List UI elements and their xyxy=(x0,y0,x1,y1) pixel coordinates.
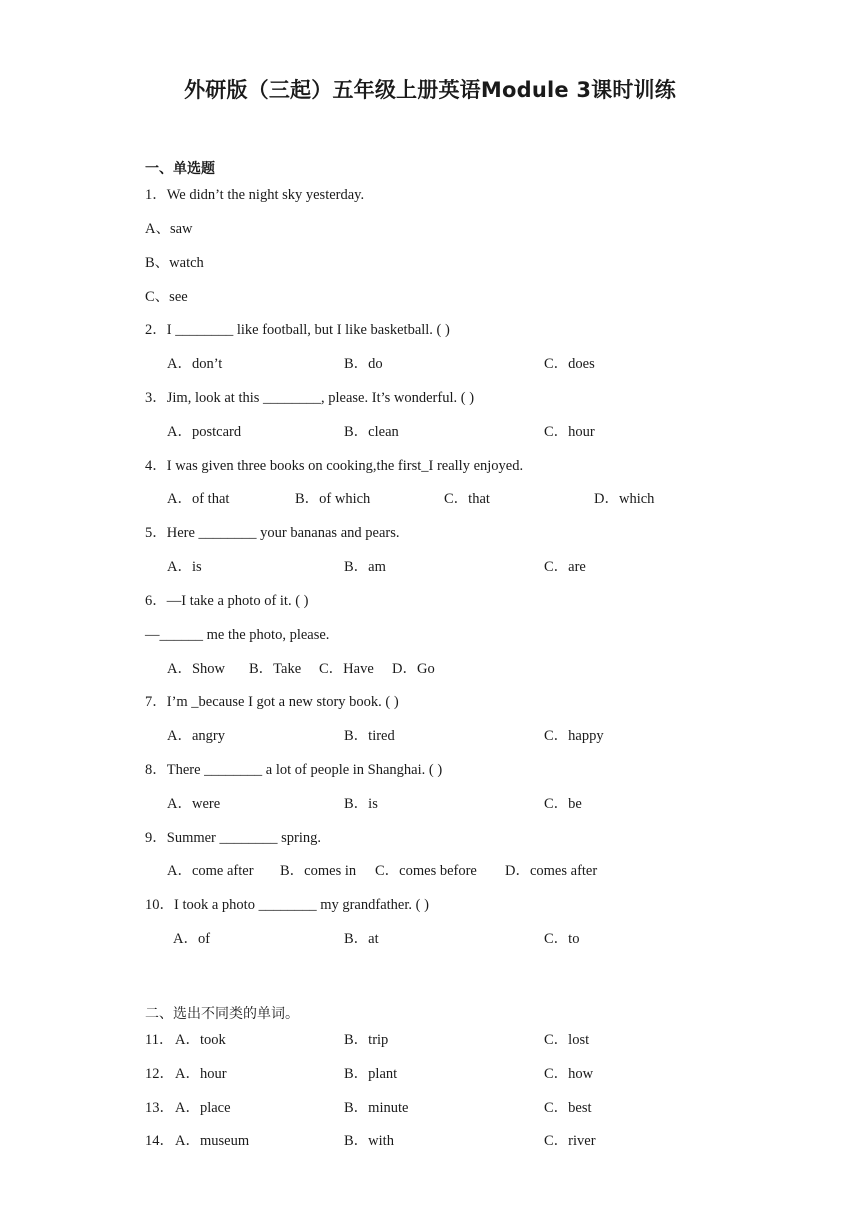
question-5-option-b: B．am xyxy=(344,559,386,575)
question-6-stem: 6．—I take a photo of it. ( ) xyxy=(145,593,309,609)
question-1-option-b: B、watch xyxy=(145,255,204,271)
question-14-number: 14． xyxy=(145,1133,174,1149)
question-4-option-b: B．of which xyxy=(295,491,371,507)
question-11-option-b: B．trip xyxy=(344,1032,389,1048)
question-7-option-c: C．happy xyxy=(544,728,604,744)
question-4-stem: 4．I was given three books on cooking,the first_I really enjoyed. xyxy=(145,458,524,474)
question-5-option-c: C．are xyxy=(544,559,586,575)
question-3-option-c: C．hour xyxy=(544,424,595,440)
question-9-option-c: C．comes before xyxy=(375,863,477,879)
question-2-option-a: A．don’t xyxy=(167,356,223,372)
section-heading-single-choice: 一、单选题 xyxy=(145,161,215,177)
question-8-option-c: C．be xyxy=(544,796,582,812)
question-3-stem: 3．Jim, look at this ________, please. It’s wonderful. ( ) xyxy=(145,390,475,406)
question-9-option-b: B．comes in xyxy=(280,863,357,879)
question-2-stem: 2．I ________ like football, but I like basketball. ( ) xyxy=(145,322,450,338)
question-2-option-b: B．do xyxy=(344,356,383,372)
question-3-option-a: A．postcard xyxy=(167,424,242,440)
section-heading-odd-one-out: 二、选出不同类的单词。 xyxy=(145,1006,299,1022)
document-title: 外研版（三起）五年级上册英语Module 3课时训练 xyxy=(184,78,676,102)
question-12-option-b: B．plant xyxy=(344,1066,398,1082)
question-9-stem: 9．Summer ________ spring. xyxy=(145,830,322,846)
question-10-stem: 10．I took a photo ________ my grandfather. ( ) xyxy=(145,897,429,913)
question-10-option-a: A．of xyxy=(173,931,211,947)
question-6-option-a: A．Show xyxy=(167,661,226,677)
question-12-option-c: C．how xyxy=(544,1066,594,1082)
question-1-option-a: A、saw xyxy=(145,221,193,237)
question-1-option-c: C、see xyxy=(145,289,188,305)
question-8-option-a: A．were xyxy=(167,796,221,812)
question-6-option-c: C．Have xyxy=(319,661,374,677)
question-10-option-c: C．to xyxy=(544,931,580,947)
question-6-stem-reply: —______ me the photo, please. xyxy=(145,627,330,643)
question-4-option-c: C．that xyxy=(444,491,490,507)
question-11-number: 11． xyxy=(145,1032,174,1048)
question-13-option-b: B．minute xyxy=(344,1100,409,1116)
question-1-stem: 1．We didn’t the night sky yesterday. xyxy=(145,187,365,203)
question-6-option-d: D．Go xyxy=(392,661,435,677)
question-8-stem: 8．There ________ a lot of people in Shanghai. ( ) xyxy=(145,762,443,778)
question-14-option-b: B．with xyxy=(344,1133,394,1149)
question-13-option-a: A．place xyxy=(175,1100,231,1116)
question-7-option-a: A．angry xyxy=(167,728,225,744)
question-12-number: 12． xyxy=(145,1066,174,1082)
question-7-option-b: B．tired xyxy=(344,728,395,744)
question-13-option-c: C．best xyxy=(544,1100,592,1116)
question-13-number: 13． xyxy=(145,1100,174,1116)
question-12-option-a: A．hour xyxy=(175,1066,227,1082)
question-9-option-a: A．come after xyxy=(167,863,254,879)
question-6-option-b: B．Take xyxy=(249,661,302,677)
question-14-option-c: C．river xyxy=(544,1133,596,1149)
question-11-option-c: C．lost xyxy=(544,1032,590,1048)
question-10-option-b: B．at xyxy=(344,931,379,947)
question-14-option-a: A．museum xyxy=(175,1133,250,1149)
question-3-option-b: B．clean xyxy=(344,424,399,440)
question-2-option-c: C．does xyxy=(544,356,595,372)
question-8-option-b: B．is xyxy=(344,796,378,812)
question-5-option-a: A．is xyxy=(167,559,202,575)
question-7-stem: 7．I’m _because I got a new story book. ( ) xyxy=(145,694,399,710)
question-11-option-a: A．took xyxy=(175,1032,226,1048)
question-9-option-d: D．comes after xyxy=(505,863,598,879)
question-4-option-d: D．which xyxy=(594,491,655,507)
question-4-option-a: A．of that xyxy=(167,491,230,507)
question-5-stem: 5．Here ________ your bananas and pears. xyxy=(145,525,400,541)
